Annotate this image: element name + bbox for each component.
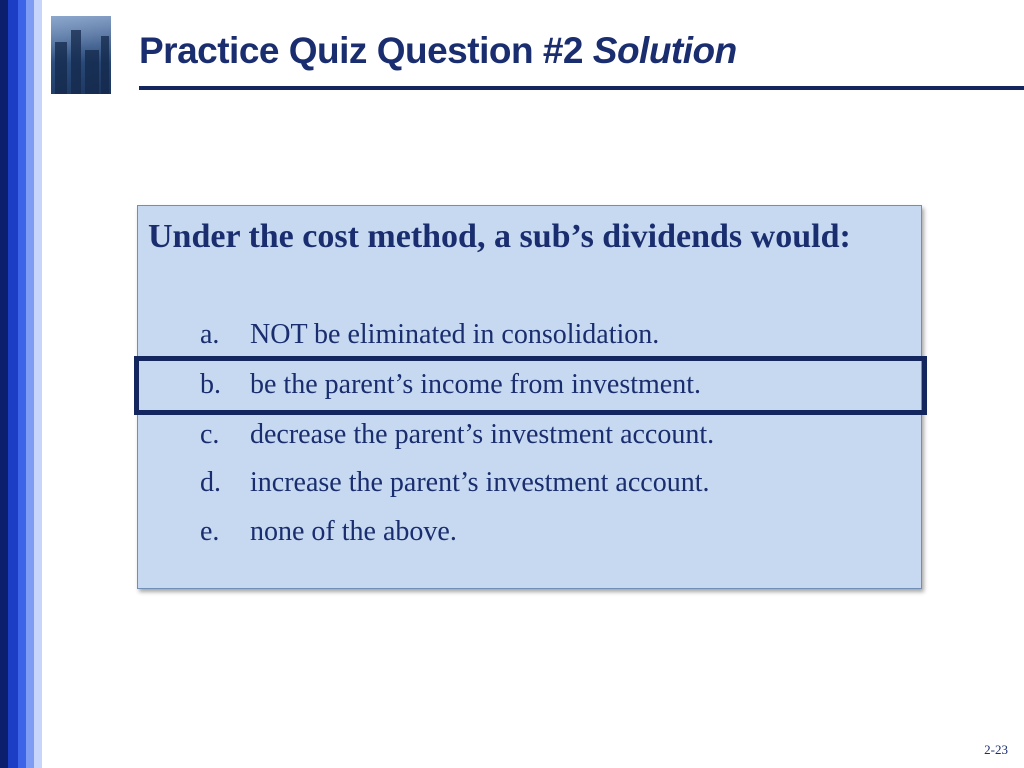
stripe xyxy=(34,0,42,768)
option-text: none of the above. xyxy=(250,516,457,547)
option-letter: e. xyxy=(200,516,220,547)
correct-answer-highlight xyxy=(134,356,927,415)
question-text: Under the cost method, a sub’s dividends would: xyxy=(148,218,851,255)
answer-option-c xyxy=(138,411,921,459)
left-decorative-stripes xyxy=(0,0,44,768)
option-letter: b. xyxy=(200,369,221,400)
slide-title xyxy=(139,30,737,72)
book-cover-thumbnail xyxy=(51,16,111,94)
title-underline xyxy=(139,86,1024,90)
cover-building xyxy=(85,50,99,94)
stripe xyxy=(26,0,34,768)
option-letter: a. xyxy=(200,319,220,350)
option-text: NOT be eliminated in consolidation. xyxy=(250,319,660,350)
title-main: Practice Quiz Question #2 xyxy=(139,30,593,71)
stripe xyxy=(0,0,8,768)
answer-option-d xyxy=(138,459,921,507)
cover-building xyxy=(101,36,109,94)
stripe xyxy=(18,0,26,768)
answer-option-e xyxy=(138,508,921,556)
option-text: increase the parent’s investment account. xyxy=(250,467,710,498)
cover-building xyxy=(71,30,81,94)
option-letter: d. xyxy=(200,467,221,498)
page-number: 2-23 xyxy=(984,742,1008,757)
cover-building xyxy=(55,42,67,94)
title-emphasis: Solution xyxy=(592,30,737,71)
answer-option-a xyxy=(138,311,921,359)
option-text: decrease the parent’s investment account. xyxy=(250,419,715,450)
stripe xyxy=(8,0,18,768)
option-letter: c. xyxy=(200,419,220,450)
option-text: be the parent’s income from investment. xyxy=(250,369,701,400)
